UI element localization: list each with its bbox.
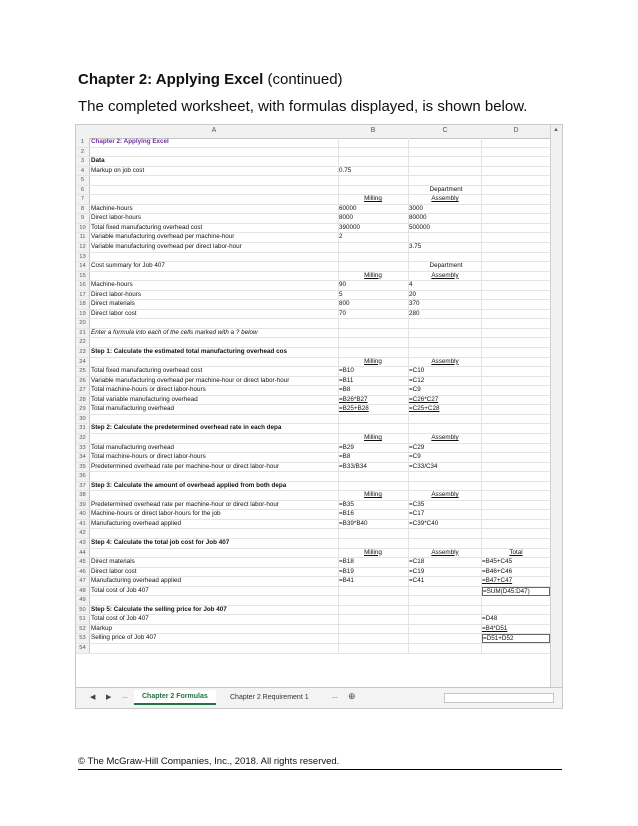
cell-a[interactable]: Cost summary for Job 407 [91, 262, 165, 270]
cell-d[interactable]: =D51+D52 [482, 634, 550, 643]
row-number[interactable]: 48 [76, 587, 90, 596]
tab-prev-icon[interactable]: ◀ [90, 694, 96, 701]
cell-b[interactable]: Milling [364, 271, 382, 279]
cell-c[interactable]: Assembly [431, 357, 459, 365]
cell-b[interactable]: 800 [339, 300, 350, 308]
horizontal-scrollbar[interactable] [444, 693, 554, 703]
cell-b[interactable]: =B19 [339, 567, 354, 575]
row-number[interactable]: 51 [76, 615, 90, 624]
row-number[interactable]: 22 [76, 338, 90, 347]
grid-rows [76, 138, 552, 654]
tab-chapter-2-formulas[interactable]: Chapter 2 Formulas [134, 690, 216, 705]
copyright-footer: © The McGraw-Hill Companies, Inc., 2018. All rights reserved. [78, 756, 340, 767]
cell-c[interactable]: =C9 [409, 386, 421, 394]
cell-b[interactable]: =B35 [339, 500, 354, 508]
row-number[interactable]: 53 [76, 634, 90, 643]
row-number[interactable]: 23 [76, 348, 90, 357]
cell-c[interactable]: Department [429, 185, 463, 193]
cell-a[interactable]: Direct labor cost [91, 567, 137, 575]
row-number[interactable]: 2 [76, 148, 90, 157]
cell-b[interactable]: Milling [364, 357, 382, 365]
cell-a[interactable]: Direct labor cost [91, 309, 137, 317]
cell-b[interactable]: =B8 [339, 386, 351, 394]
cell-c[interactable]: =C26*C27 [409, 395, 439, 403]
row-number[interactable]: 8 [76, 205, 90, 214]
cell-a[interactable]: Step 1: Calculate the estimated total manufacturing overhead cos [91, 348, 287, 356]
cell-b[interactable]: =B8 [339, 453, 351, 461]
cell-c[interactable]: =C39*C40 [409, 519, 439, 527]
cell-b[interactable]: Milling [364, 195, 382, 203]
row-number[interactable]: 18 [76, 300, 90, 309]
tab-next-icon[interactable]: ▶ [106, 694, 112, 701]
cell-a[interactable]: Chapter 2: Applying Excel [91, 138, 169, 145]
row-number[interactable]: 13 [76, 253, 90, 262]
row-number[interactable]: 14 [76, 262, 90, 271]
row-number[interactable]: 24 [76, 358, 90, 367]
cell-c[interactable]: =C29 [409, 443, 425, 451]
cell-b[interactable]: 390000 [339, 223, 361, 231]
cell-b[interactable]: 70 [339, 309, 347, 317]
row-number[interactable]: 33 [76, 444, 90, 453]
row-number[interactable]: 49 [76, 596, 90, 605]
cell-b[interactable]: =B16 [339, 510, 354, 518]
cell-a[interactable]: Direct labor-hours [91, 290, 142, 298]
row-number[interactable]: 37 [76, 482, 90, 491]
cell-a[interactable]: Machine-hours [91, 281, 133, 289]
cell-c[interactable]: =C35 [409, 500, 425, 508]
cell-c[interactable]: =C19 [409, 567, 425, 575]
cell-b[interactable]: 0.75 [339, 166, 352, 174]
cell-b[interactable]: 2 [339, 233, 343, 241]
row-number[interactable]: 20 [76, 319, 90, 328]
footer-rule [78, 769, 562, 770]
page-heading [78, 70, 343, 90]
cell-c[interactable]: 280 [409, 309, 420, 317]
row-number[interactable]: 50 [76, 606, 90, 615]
row-number[interactable]: 16 [76, 281, 90, 290]
cell-a[interactable]: Total machine-hours or direct labor-hours [91, 386, 206, 394]
row-number[interactable]: 39 [76, 501, 90, 510]
cell-a[interactable]: Data [91, 157, 105, 165]
cell-c[interactable]: Assembly [431, 548, 459, 556]
cell-d[interactable]: Total [509, 548, 523, 556]
row-number[interactable]: 6 [76, 186, 90, 195]
row-number[interactable]: 21 [76, 329, 90, 338]
row-number[interactable]: 10 [76, 224, 90, 233]
row-number[interactable]: 36 [76, 472, 90, 481]
row-number[interactable]: 32 [76, 434, 90, 443]
row-number[interactable]: 45 [76, 558, 90, 567]
cell-a[interactable]: Total fixed manufacturing overhead cost [91, 223, 203, 231]
column-header-b[interactable]: B [370, 127, 376, 134]
cell-c[interactable]: 3000 [409, 204, 424, 212]
gridline [408, 138, 409, 654]
cell-c[interactable]: 4 [409, 281, 413, 289]
cell-a[interactable]: Machine-hours or direct labor-hours for the job [91, 510, 221, 518]
row-number[interactable]: 30 [76, 415, 90, 424]
cell-a[interactable]: Step 2: Calculate the predetermined overhead rate in each depa [91, 424, 282, 432]
row-number[interactable]: 54 [76, 644, 90, 653]
cell-a[interactable]: Total fixed manufacturing overhead cost [91, 367, 203, 375]
tab-chapter-2-requirement-1[interactable]: Chapter 2 Requirement 1 [230, 694, 309, 701]
gridline [338, 138, 339, 654]
cell-a[interactable]: Total cost of Job 407 [91, 586, 149, 594]
cell-a[interactable]: Manufacturing overhead applied [91, 519, 181, 527]
intro-text: The completed worksheet, with formulas displayed, is shown below. [78, 98, 528, 115]
cell-a[interactable]: Variable manufacturing overhead per direct labor-hour [91, 243, 242, 251]
row-number[interactable]: 42 [76, 529, 90, 538]
row-number[interactable]: 29 [76, 405, 90, 414]
cell-b[interactable]: 8000 [339, 214, 354, 222]
cell-a[interactable]: Markup [91, 624, 112, 632]
row-number[interactable]: 34 [76, 453, 90, 462]
cell-c[interactable]: =C25+C28 [409, 405, 440, 413]
cell-a[interactable]: Machine-hours [91, 204, 133, 212]
cell-c[interactable]: =C18 [409, 558, 425, 566]
column-header-bar [76, 125, 552, 139]
vertical-scrollbar[interactable] [550, 125, 562, 688]
cell-b[interactable]: Milling [364, 433, 382, 441]
row-number[interactable]: 44 [76, 549, 90, 558]
cell-a[interactable]: Step 5: Calculate the selling price for Job 407 [91, 605, 227, 613]
row-number[interactable]: 3 [76, 157, 90, 166]
row-number[interactable]: 4 [76, 167, 90, 176]
row-number[interactable]: 17 [76, 291, 90, 300]
cell-a[interactable]: Variable manufacturing overhead per machine-hour [91, 233, 235, 241]
cell-d[interactable]: =D48 [482, 615, 498, 623]
cell-c[interactable]: Assembly [431, 271, 459, 279]
sheet-tab-bar [76, 687, 562, 708]
row-number[interactable]: 43 [76, 539, 90, 548]
cell-a[interactable]: Direct labor-hours [91, 214, 142, 222]
cell-a[interactable]: Predetermined overhead rate per machine-hour or direct labor-hour [91, 462, 279, 470]
cell-a[interactable]: Total cost of Job 407 [91, 615, 149, 623]
cell-b[interactable]: =B26*B27 [339, 395, 368, 403]
cell-c[interactable]: Department [429, 262, 463, 270]
cell-c[interactable]: =C41 [409, 577, 425, 585]
cell-c[interactable]: 20 [409, 290, 417, 298]
row-number[interactable]: 19 [76, 310, 90, 319]
heading-bold: Chapter 2: Applying Excel [78, 71, 264, 88]
cell-b[interactable]: =B41 [339, 577, 354, 585]
cell-a[interactable]: Direct materials [91, 558, 135, 566]
cell-a[interactable]: Selling price of Job 407 [91, 634, 157, 642]
cell-c[interactable]: Assembly [431, 491, 459, 499]
column-header-d[interactable]: D [513, 127, 519, 134]
cell-d[interactable]: =SUM(D45:D47) [482, 587, 550, 596]
row-number[interactable]: 28 [76, 396, 90, 405]
row-number[interactable]: 52 [76, 625, 90, 634]
row-number[interactable]: 5 [76, 176, 90, 185]
cell-a[interactable]: Total manufacturing overhead [91, 443, 174, 451]
cell-a[interactable]: Markup on job cost [91, 166, 145, 174]
cell-a[interactable]: Enter a formula into each of the cells marked with a ? below [91, 328, 258, 336]
cell-d[interactable]: =B47+C47 [482, 577, 513, 585]
tab-more-right[interactable]: ... [332, 693, 338, 700]
cell-b[interactable]: =B10 [339, 367, 354, 375]
row-number[interactable]: 40 [76, 510, 90, 519]
add-sheet-icon[interactable]: ⊕ [348, 691, 356, 701]
cell-a[interactable]: Direct materials [91, 300, 135, 308]
cell-a[interactable]: Step 4: Calculate the total job cost for Job 407 [91, 538, 230, 546]
cell-a[interactable]: Manufacturing overhead applied [91, 577, 181, 585]
cell-c[interactable]: =C33/C34 [409, 462, 438, 470]
cell-c[interactable]: Assembly [431, 433, 459, 441]
cell-c[interactable]: =C12 [409, 376, 425, 384]
cell-c[interactable]: =C9 [409, 453, 421, 461]
cell-b[interactable]: 60000 [339, 204, 357, 212]
spreadsheet [75, 124, 563, 709]
column-header-a[interactable]: A [211, 127, 217, 134]
cell-a[interactable]: Step 3: Calculate the amount of overhead applied from both depa [91, 481, 287, 489]
row-number[interactable]: 15 [76, 272, 90, 281]
cell-b[interactable]: Milling [364, 491, 382, 499]
cell-b[interactable]: =B18 [339, 558, 354, 566]
cell-b[interactable]: =B11 [339, 376, 354, 384]
cell-c[interactable]: 3.75 [409, 243, 422, 251]
row-number[interactable]: 7 [76, 195, 90, 204]
cell-b[interactable]: =B25+B28 [339, 405, 369, 413]
row-number[interactable]: 1 [76, 138, 90, 147]
row-number[interactable]: 31 [76, 424, 90, 433]
cell-b[interactable]: 5 [339, 290, 343, 298]
row-number[interactable]: 11 [76, 233, 90, 242]
heading-rest: (continued) [263, 71, 343, 88]
cell-a[interactable]: Variable manufacturing overhead per machine-hour or direct labor-hour [91, 376, 290, 384]
cell-a[interactable]: Total machine-hours or direct labor-hours [91, 453, 206, 461]
column-header-c[interactable]: C [442, 127, 448, 134]
cell-b[interactable]: =B39*B40 [339, 519, 368, 527]
row-number[interactable]: 25 [76, 367, 90, 376]
cell-b[interactable]: =B33/B34 [339, 462, 367, 470]
row-number[interactable]: 12 [76, 243, 90, 252]
cell-b[interactable]: 90 [339, 281, 347, 289]
cell-d[interactable]: =B46+C46 [482, 567, 513, 575]
cell-a[interactable]: Total manufacturing overhead [91, 405, 174, 413]
cell-d[interactable]: =B45+C45 [482, 558, 513, 566]
cell-c[interactable]: =C17 [409, 510, 425, 518]
row-number[interactable]: 41 [76, 520, 90, 529]
gridline [481, 138, 482, 654]
cell-a[interactable]: Predetermined overhead rate per machine-hour or direct labor-hour [91, 500, 279, 508]
cell-c[interactable]: 500000 [409, 223, 431, 231]
cell-a[interactable]: Total variable manufacturing overhead [91, 395, 198, 403]
row-number[interactable]: 9 [76, 214, 90, 223]
cell-c[interactable]: =C10 [409, 367, 425, 375]
row-number[interactable]: 46 [76, 568, 90, 577]
scroll-up-icon[interactable]: ▲ [553, 127, 559, 133]
row-number[interactable]: 47 [76, 577, 90, 586]
cell-b[interactable]: Milling [364, 548, 382, 556]
cell-d[interactable]: =B4*D51 [482, 624, 508, 632]
tab-more-left[interactable]: ... [122, 693, 128, 700]
row-number[interactable]: 35 [76, 463, 90, 472]
cell-c[interactable]: Assembly [431, 195, 459, 203]
row-number[interactable]: 26 [76, 377, 90, 386]
cell-b[interactable]: =B29 [339, 443, 354, 451]
row-number[interactable]: 27 [76, 386, 90, 395]
row-number[interactable]: 38 [76, 491, 90, 500]
cell-c[interactable]: 80000 [409, 214, 427, 222]
cell-c[interactable]: 370 [409, 300, 420, 308]
